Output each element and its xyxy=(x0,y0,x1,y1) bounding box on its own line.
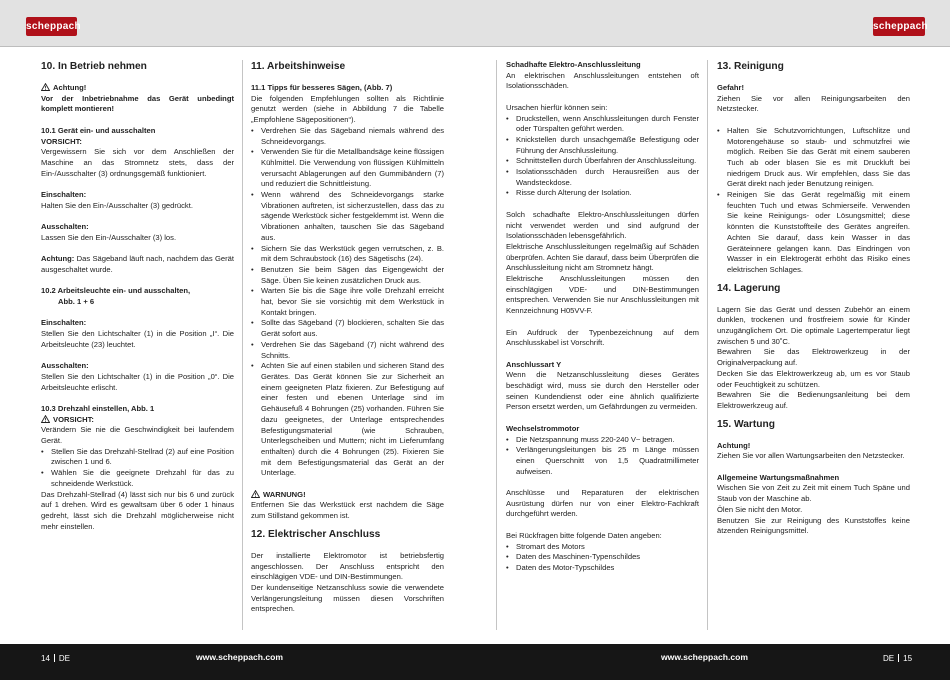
paragraph: Wenn die Netzanschlussleitung dieses Gerätes beschädigt wird, muss sie durch den Hersteller oder seinen Kundendienst oder eine ähnlich qualifizierte Person ersetzt werden, um Gefährdungen zu vermeiden. xyxy=(506,370,699,412)
list-item: • Verdrehen Sie das Sägeband (7) nicht während des Schnitts. xyxy=(251,340,444,361)
list-item: • Benutzen Sie beim Sägen das Eigengewicht der Säge. Üben Sie keinen zusätzlichen Druck aus. xyxy=(251,265,444,286)
paragraph: Ziehen Sie vor allen Reinigungsarbeiten den Netzstecker. xyxy=(717,93,910,114)
subsection-title: 10.2 Arbeitsleuchte ein- und ausschalten, xyxy=(41,286,191,296)
achtung-text: Das Sägeband läuft nach, nachdem das Gerät ausgeschaltet wurde. xyxy=(41,254,234,274)
paragraph: Benutzen Sie zur Reinigung des Kunststoffes keine ätzenden Reinigungsmittel. xyxy=(717,515,910,536)
paragraph: Bewahren Sie das Elektrowerkzeug in der Originalverpackung auf. xyxy=(717,347,910,368)
list-item: • Wählen Sie die geeignete Drehzahl für das zu schneidende Werkstück. xyxy=(41,468,234,489)
paragraph: Halten Sie den Ein-/Ausschalter (3) gedrückt. xyxy=(41,200,193,210)
list-item: • Stromart des Motors xyxy=(506,542,699,553)
paragraph: Stellen Sie den Lichtschalter (1) in die Position „I“. Die Arbeitsleuchte (23) leuchtet. xyxy=(41,329,234,349)
subheading: Ausschalten: xyxy=(41,222,89,232)
subheading: Einschalten: xyxy=(41,318,87,328)
caution-label: VORSICHT: xyxy=(41,136,82,146)
list-item: • Achten Sie auf einen stabilen und sicheren Stand des Gerätes. Das Gerät können Sie zur Sicherheit an einem geeigneten Platz fixieren. Zur Befestigung auf einer festen und ebenen Unterlage sind im Gehäusefuß 4 Bohrungen (25) vorhanden. Führen Sie dazu geeignetes, der Unterlage entsprechendes Befestigungsmaterial (wie Schrauben, Unterlegscheiben und Muttern; nicht im Lieferumfang enthalten) durch die 4 Bohrungen (25). Fixieren Sie mit dem Befestigungsmaterial das Gerät an der Unterlage. xyxy=(251,361,444,479)
subsection-title: 11.1 Tipps für besseres Sägen, (Abb. 7) xyxy=(251,83,393,92)
warning-triangle-icon xyxy=(251,490,260,498)
paragraph: Ursachen hierfür können sein: xyxy=(506,102,608,112)
paragraph: Bewahren Sie die Bedienungsanleitung bei dem Elektrowerkzeug auf. xyxy=(717,390,910,410)
list-item: • Schnittstellen durch Überfahren der Anschlussleitung. xyxy=(506,156,699,167)
warning-text: Vor der Inbetriebnahme das Gerät unbedingt komplett montieren! xyxy=(41,93,234,114)
top-bar xyxy=(0,0,950,46)
list-item: • Knickstellen durch unsachgemäße Befestigung oder Führung der Anschlussleitung. xyxy=(506,135,699,156)
achtung-label: Achtung! xyxy=(717,440,751,450)
website-link-right[interactable]: www.scheppach.com xyxy=(661,652,749,662)
column-betrieb xyxy=(41,60,234,532)
paragraph: An elektrischen Anschlussleitungen entstehen oft Isolationsschäden. xyxy=(506,70,699,91)
list-item: • Verdrehen Sie das Sägeband niemals während des Schneidevorgangs. xyxy=(251,126,444,147)
page-number-right: DE 15 xyxy=(883,654,913,663)
list-item: • Sollte das Sägeband (7) blockieren, schalten Sie das Gerät sofort aus. xyxy=(251,318,444,339)
paragraph: Elektrische Anschlussleitungen müssen den einschlägigen VDE- und DIN-Bestimmungen entsprechen. Verwenden Sie nur Anschlussleitungen mit Kennzeichnung H05VV-F. xyxy=(506,274,699,316)
list-item: • Warten Sie bis die Säge ihre volle Drehzahl erreicht hat, bevor Sie sie vorsichtig mit dem Werkstück in Kontakt bringen. xyxy=(251,286,444,318)
page-spine xyxy=(496,60,497,630)
list-item: • Isolationsschäden durch Herausreißen aus der Wandsteckdose. xyxy=(506,167,699,188)
subheading: Wechselstrommotor xyxy=(506,423,580,433)
subsection-title: 10.1 Gerät ein- und ausschalten xyxy=(41,125,156,135)
column-divider xyxy=(242,60,243,630)
list-item: • Reinigen Sie das Gerät regelmäßig mit einem feuchten Tuch und etwas Schmierseife. Verwenden Sie keine Reinigungs- oder Lösungsmittel; diese könnten die Kunststoffteile des Gerätes angreifen. Achten Sie darauf, dass kein Wasser in das Geräteinnere gelangen kann. Das Eindringen von Wasser in ein Elektrogerät erhöht das Risiko eines elektrischen Schlages. xyxy=(717,190,910,276)
paragraph: Stellen Sie den Lichtschalter (1) in die Position „0“. Die Arbeitsleuchte erlischt. xyxy=(41,371,234,392)
paragraph: Der installierte Elektromotor ist betriebsfertig angeschlossen. Der Anschluss entspricht den einschlägigen VDE- und DIN-Bestimmungen. xyxy=(251,550,444,582)
scheppach-logo-left: scheppach xyxy=(26,17,77,36)
list-item: • Daten des Maschinen-Typenschildes xyxy=(506,552,699,563)
list-item: • Verwenden Sie für die Metallbandsäge keine flüssigen Kühlmittel. Die Verwendung von flüssigen Kühlmitteln verursacht Ablagerungen auf den Gummibändern (7) und reduziert die Schnittleistung. xyxy=(251,147,444,190)
warning-triangle-icon xyxy=(41,83,50,91)
website-link-left[interactable]: www.scheppach.com xyxy=(196,652,284,662)
paragraph: Verändern Sie nie die Geschwindigkeit bei laufendem Gerät. xyxy=(41,425,234,446)
list-item: • Verlängerungsleitungen bis 25 m Länge müssen einen Querschnitt von 1,5 Quadratmillimeter aufweisen. xyxy=(506,445,699,477)
list-item: • Druckstellen, wenn Anschlussleitungen durch Fenster oder Türspalten geführt werden. xyxy=(506,114,699,135)
section-heading-14: 14. Lagerung xyxy=(717,282,781,294)
paragraph: Lassen Sie den Ein-/Ausschalter (3) los. xyxy=(41,232,177,242)
top-divider xyxy=(0,46,950,47)
list-item: • Sichern Sie das Werkstück gegen verrutschen, z. B. mit dem Schraubstock (16) des Sägetischs (24). xyxy=(251,244,444,265)
paragraph: Das Drehzahl-Stellrad (4) lässt sich nur bis 6 und zurück auf 1 drehen. Wird es gewaltsam über 6 oder 1 hinaus gedreht, lässt sich die Drehzahl möglicherweise nicht mehr einstellen. xyxy=(41,489,234,531)
danger-label: Gefahr! xyxy=(717,83,745,92)
paragraph: Entfernen Sie das Werkstück erst nachdem die Säge zum Stillstand gekommen ist. xyxy=(251,500,444,521)
section-heading-12: 12. Elektrischer Anschluss xyxy=(251,528,381,540)
paragraph: Bei Rückfragen bitte folgende Daten angeben: xyxy=(506,530,662,540)
scheppach-logo-right: scheppach xyxy=(873,17,925,36)
column-reinigung xyxy=(717,60,910,537)
list-item: • Daten des Motor-Typschildes xyxy=(506,563,699,574)
subsection-title: 10.3 Drehzahl einstellen, Abb. 1 xyxy=(41,403,155,413)
subheading: Ausschalten: xyxy=(41,361,89,371)
paragraph: Wischen Sie von Zeit zu Zeit mit einem Tuch Späne und Staub von der Maschine ab. xyxy=(717,483,910,504)
warning-triangle-icon xyxy=(41,415,50,423)
paragraph: Ölen Sie nicht den Motor. xyxy=(717,504,803,514)
warning-title: Achtung! xyxy=(53,83,87,92)
achtung-label: Achtung: xyxy=(41,254,75,264)
footer-bar xyxy=(0,644,950,680)
paragraph: Elektrische Anschlussleitungen regelmäßig auf Schäden überprüfen. Achten Sie darauf, dass beim Überprüfen die Anschlussleitung nicht am Stromnetz hängt. xyxy=(506,241,699,273)
column-divider xyxy=(707,60,708,630)
paragraph: Lagern Sie das Gerät und dessen Zubehör an einem dunklen, trockenen und frostfreiem sowie für Kinder unzugänglichem Ort. Die optimale Lagertemperatur liegt zwischen 5 und 30˚C. xyxy=(717,304,910,346)
list-item: • Halten Sie Schutzvorrichtungen, Luftschlitze und Motorengehäuse so staub- und schmutzfrei wie möglich. Reiben Sie das Gerät mit einem sauberen Tuch ab oder blasen Sie es mit Druckluft bei niedrigem Druck aus. Wir empfehlen, dass Sie das Gerät direkt nach jeder Benutzung reinigen. xyxy=(717,126,910,190)
section-heading-13: 13. Reinigung xyxy=(717,61,784,72)
paragraph: Der kundenseitige Netzanschluss sowie die verwendete Verlängerungsleitung müssen diesen Vorschriften entsprechen. xyxy=(251,582,444,614)
paragraph: Solch schadhafte Elektro-Anschlussleitungen dürfen nicht verwendet werden und sind aufgrund der Isolationsschäden lebensgefährlich. xyxy=(506,209,699,241)
list-item: • Wenn während des Schneidevorgangs starke Vibrationen auftreten, ist sicherzustellen, dass das zu sägende Werkstück sicher festgeklemmt ist. Wenn die Vibrationen anhalten, tauschen Sie das Sägeband aus. xyxy=(251,190,444,244)
section-heading-11: 11. Arbeitshinweise xyxy=(251,61,346,72)
list-item: • Stellen Sie das Drehzahl-Stellrad (2) auf eine Position zwischen 1 und 6. xyxy=(41,447,234,468)
section-heading-15: 15. Wartung xyxy=(717,418,775,430)
paragraph: Decken Sie das Elektrowerkzeug ab, um es vor Staub oder Feuchtigkeit zu schützen. xyxy=(717,368,910,389)
paragraph: Die folgenden Empfehlungen sollten als Richtlinie genutzt werden (siehe in Abbildung 7 die Tabelle „Empfohlene Sägepositionen“). xyxy=(251,93,444,125)
paragraph: Ziehen Sie vor allen Wartungsarbeiten den Netzstecker. xyxy=(717,451,905,461)
page-number-left: 14 DE xyxy=(41,654,71,663)
warning-title: WARNUNG! xyxy=(263,489,306,499)
subheading: Allgemeine Wartungsmaßnahmen xyxy=(717,472,840,482)
list-item: • Die Netzspannung muss 220-240 V~ betragen. xyxy=(506,435,699,446)
column-anschlussleitung xyxy=(506,60,699,574)
subheading: Einschalten: xyxy=(41,190,87,199)
subheading: Anschlussart Y xyxy=(506,359,562,369)
figure-reference: Abb. 1 + 6 xyxy=(58,296,95,306)
list-item: • Risse durch Alterung der Isolation. xyxy=(506,188,699,199)
paragraph: Anschlüsse und Reparaturen der elektrischen Ausrüstung dürfen nur von einer Elektro-Fachkraft durchgeführt werden. xyxy=(506,488,699,519)
column-arbeitshinweise xyxy=(251,60,444,615)
section-heading-10: 10. In Betrieb nehmen xyxy=(41,61,147,72)
paragraph: Vergewissern Sie sich vor dem Anschließen der Maschine an das Stromnetz stets, dass der Ein-/Ausschalter (3) ordnungsgemäß funktioniert. xyxy=(41,147,234,178)
subheading: Schadhafte Elektro-Anschlussleitung xyxy=(506,60,641,69)
caution-label: VORSICHT: xyxy=(53,414,94,424)
paragraph: Ein Aufdruck der Typenbezeichnung auf dem Anschlusskabel ist Vorschrift. xyxy=(506,327,699,348)
